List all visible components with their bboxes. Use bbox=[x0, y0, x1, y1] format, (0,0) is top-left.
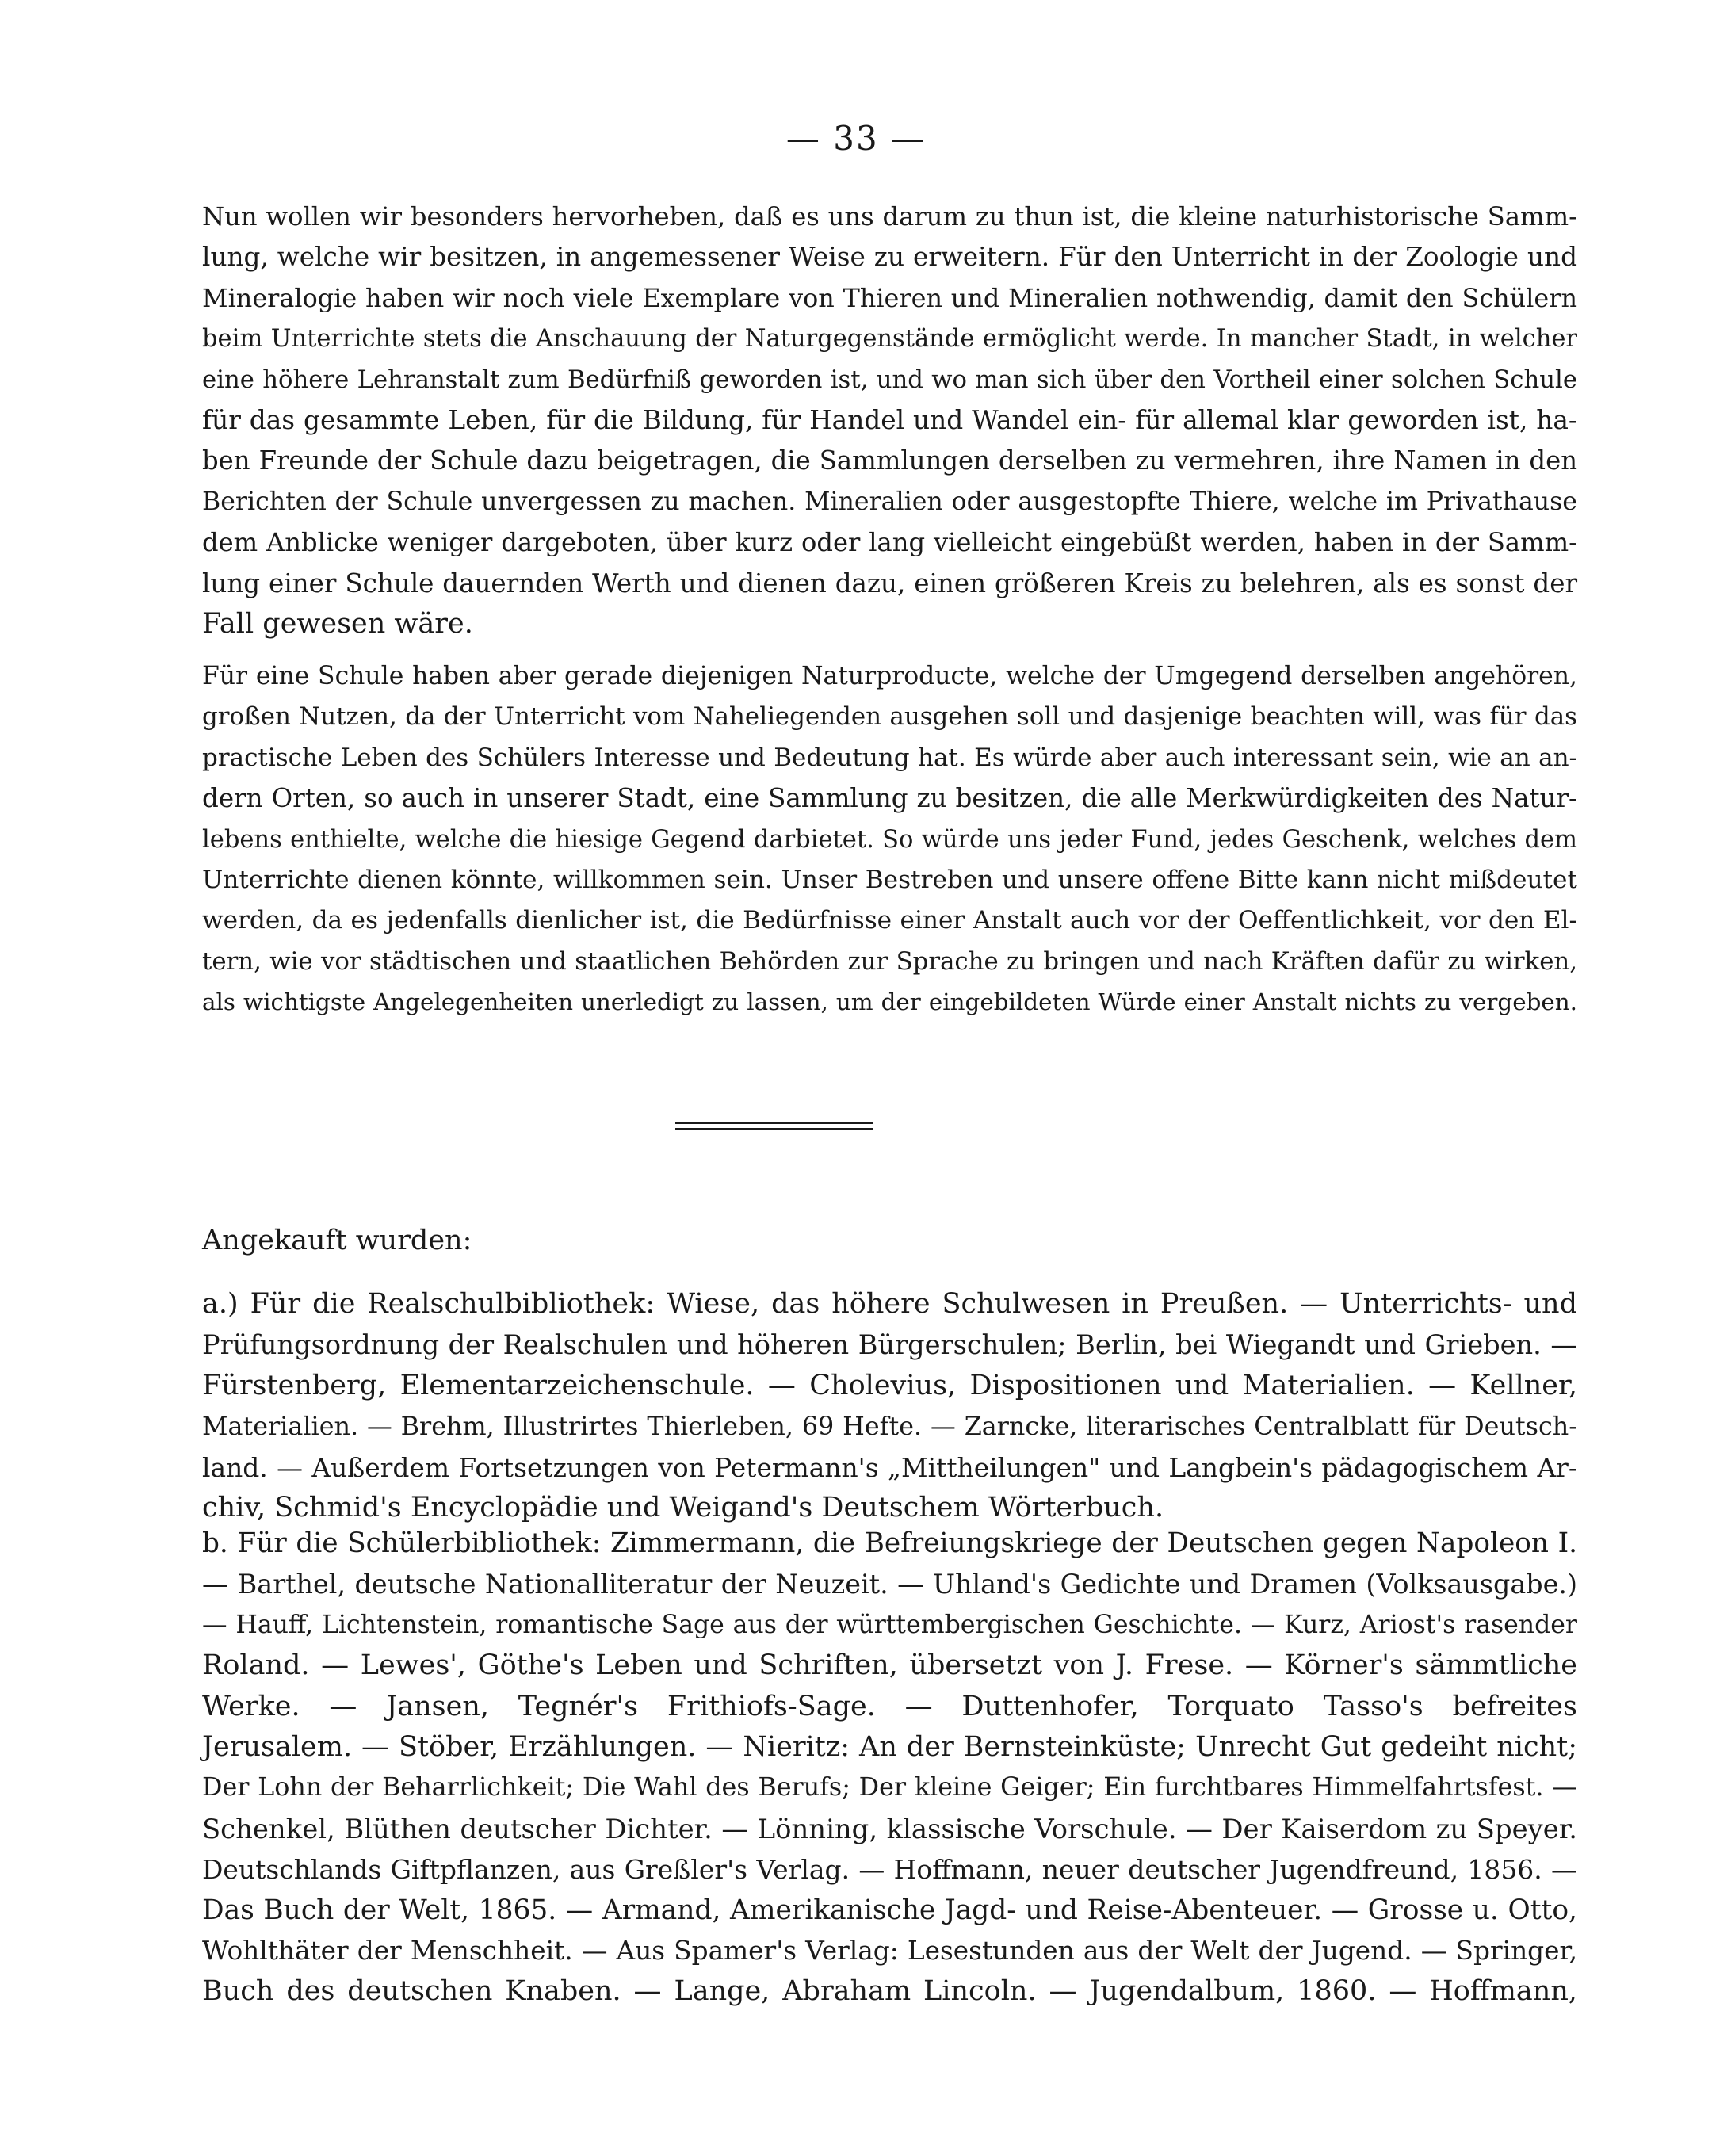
acquisitions-heading: Angekauft wurden: bbox=[202, 1225, 472, 1256]
text-line: Der Lohn der Beharrlichkeit; Die Wahl des Berufs; Der kleine Geiger; Ein furchtbares Himmelfahrtsfest. — bbox=[202, 1773, 1577, 1802]
text-line: Wohlthäter der Menschheit. — Aus Spamer's Verlag: Lesestunden aus der Welt der Jugend. — Springer, bbox=[202, 1935, 1577, 1966]
text-line: lung, welche wir besitzen, in angemessener Weise zu erweitern. Für den Unterricht in der Zoologie und bbox=[202, 242, 1577, 273]
page-number: — 33 — bbox=[785, 119, 927, 158]
text-line: — Barthel, deutsche Nationalliteratur der Neuzeit. — Uhland's Gedichte und Dramen (Volksausgabe.) bbox=[202, 1569, 1577, 1600]
text-line: tern, wie vor städtischen und staatlichen Behörden zur Sprache zu bringen und nach Kräften dafür zu wirken, bbox=[202, 946, 1577, 976]
divider-rule bbox=[675, 1128, 873, 1130]
text-line: für das gesammte Leben, für die Bildung, für Handel und Wandel ein- für allemal klar geworden ist, ha- bbox=[202, 404, 1577, 435]
student-library-list bbox=[202, 1523, 1577, 2013]
text-line: Buch des deutschen Knaben. — Lange, Abraham Lincoln. — Jugendalbum, 1860. — Hoffmann, bbox=[202, 1975, 1577, 2008]
paragraph-local-specimens bbox=[202, 656, 1577, 1023]
text-line: a.) Für die Realschulbibliothek: Wiese, das höhere Schulwesen in Preußen. — Unterrichts- und bbox=[202, 1288, 1577, 1320]
text-line: Prüfungsordnung der Realschulen und höheren Bürgerschulen; Berlin, bei Wiegandt und Grieben. — bbox=[202, 1329, 1577, 1361]
paragraph-collection-appeal bbox=[202, 197, 1577, 644]
text-line: als wichtigste Angelegenheiten unerledigt zu lassen, um der eingebildeten Würde einer Anstalt nichts zu vergeben. bbox=[202, 988, 1577, 1016]
text-line: Unterrichte dienen könnte, willkommen sein. Unser Bestreben und unsere offene Bitte kann nicht mißdeutet bbox=[202, 865, 1577, 894]
text-line: — Hauff, Lichtenstein, romantische Sage aus der württembergischen Geschichte. — Kurz, Ariost's rasender bbox=[202, 1610, 1577, 1639]
divider-rule bbox=[675, 1122, 873, 1124]
text-line: Materialien. — Brehm, Illustrirtes Thierleben, 69 Hefte. — Zarncke, literarisches Centralblatt für Deutsch- bbox=[202, 1412, 1577, 1442]
text-line: Berichten der Schule unvergessen zu machen. Mineralien oder ausgestopfte Thiere, welche im Privathause bbox=[202, 487, 1577, 516]
text-line: lebens enthielte, welche die hiesige Gegend darbietet. So würde uns jeder Fund, jedes Geschenk, welches dem bbox=[202, 825, 1577, 854]
text-line: Jerusalem. — Stöber, Erzählungen. — Nieritz: An der Bernsteinküste; Unrecht Gut gedeiht nicht; bbox=[202, 1730, 1577, 1763]
text-line: b. Für die Schülerbibliothek: Zimmermann, die Befreiungskriege der Deutschen gegen Napoleon I. bbox=[202, 1527, 1577, 1559]
text-line: Fürstenberg, Elementarzeichenschule. — Cholevius, Dispositionen und Materialien. — Kellner, bbox=[202, 1369, 1577, 1401]
text-line: Das Buch der Welt, 1865. — Armand, Amerikanische Jagd- und Reise-Abenteuer. — Grosse u. Otto, bbox=[202, 1894, 1577, 1926]
text-line: Schenkel, Blüthen deutscher Dichter. — Lönning, klassische Vorschule. — Der Kaiserdom zu Speyer. bbox=[202, 1813, 1577, 1844]
text-line: großen Nutzen, da der Unterricht vom Naheliegenden ausgehen soll und dasjenige beachten will, was für das bbox=[202, 702, 1577, 732]
text-line: land. — Außerdem Fortsetzungen von Petermann's „Mittheilungen" und Langbein's pädagogischem Ar- bbox=[202, 1451, 1577, 1483]
text-line: lung einer Schule dauernden Werth und dienen dazu, einen größeren Kreis zu belehren, als es sonst der bbox=[202, 568, 1577, 598]
text-line: Für eine Schule haben aber gerade diejenigen Naturproducte, welche der Umgegend derselben angehören, bbox=[202, 662, 1577, 690]
text-line: Deutschlands Giftpflanzen, aus Greßler's Verlag. — Hoffmann, neuer deutscher Jugendfreund, 1856. — bbox=[202, 1854, 1577, 1886]
realschul-library-list bbox=[202, 1284, 1577, 1528]
text-line: beim Unterrichte stets die Anschauung der Naturgegenstände ermöglicht werde. In mancher Stadt, in welcher bbox=[202, 325, 1577, 354]
text-line: Fall gewesen wäre. bbox=[202, 607, 473, 640]
text-line: Mineralogie haben wir noch viele Exemplare von Thieren und Mineralien nothwendig, damit den Schülern bbox=[202, 282, 1577, 313]
text-line: practische Leben des Schülers Interesse und Bedeutung hat. Es würde aber auch interessant sein, wie an an- bbox=[202, 743, 1577, 772]
text-line: dem Anblicke weniger dargeboten, über kurz oder lang vielleicht eingebüßt werden, haben in der Samm- bbox=[202, 527, 1577, 558]
text-line: Werke. — Jansen, Tegnér's Frithiofs-Sage. — Duttenhofer, Torquato Tasso's befreites bbox=[202, 1690, 1577, 1722]
text-line: werden, da es jedenfalls dienlicher ist, die Bedürfnisse einer Anstalt auch vor der Oeffentlichkeit, vor den El- bbox=[202, 906, 1577, 935]
text-line: chiv, Schmid's Encyclopädie und Weigand's Deutschem Wörterbuch. bbox=[202, 1491, 1164, 1523]
text-line: dern Orten, so auch in unserer Stadt, eine Sammlung zu besitzen, die alle Merkwürdigkeiten des Natur- bbox=[202, 783, 1577, 814]
text-line: Nun wollen wir besonders hervorheben, daß es uns darum zu thun ist, die kleine naturhistorische Samm- bbox=[202, 201, 1577, 231]
text-line: eine höhere Lehranstalt zum Bedürfniß geworden ist, und wo man sich über den Vortheil einer solchen Schule bbox=[202, 365, 1577, 394]
text-line: Roland. — Lewes', Göthe's Leben und Schriften, übersetzt von J. Frese. — Körner's sämmtliche bbox=[202, 1649, 1577, 1682]
text-line: ben Freunde der Schule dazu beigetragen, die Sammlungen derselben zu vermehren, ihre Namen in den bbox=[202, 445, 1577, 476]
